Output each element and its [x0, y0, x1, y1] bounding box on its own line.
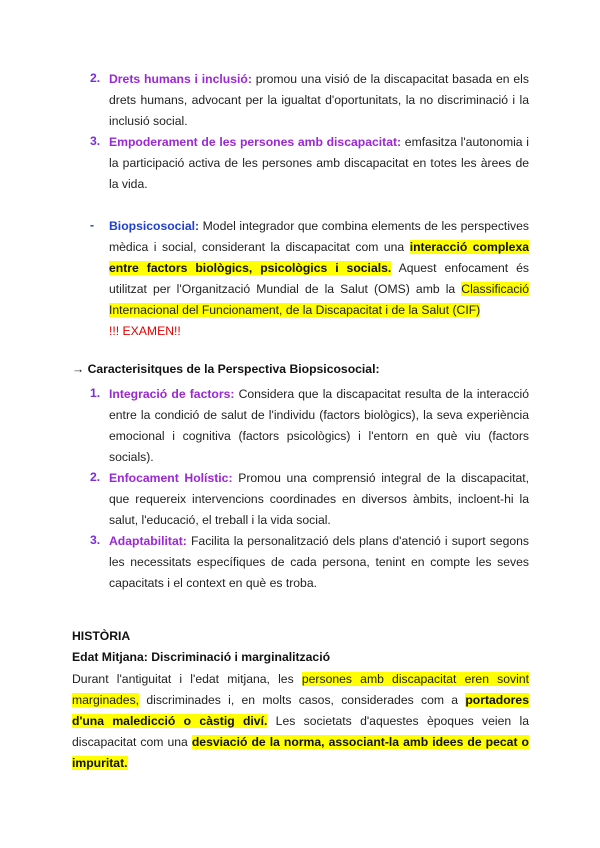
history-heading: HISTÒRIA: [72, 629, 131, 643]
section-heading: → Caracterisitques de la Perspectiva Biopsicosocial:: [72, 362, 380, 376]
list-item-human-rights: [109, 69, 529, 132]
list-number: 3.: [90, 134, 101, 148]
paragraph-text: Model integrador que combina elements de les perspectives mèdica i social, considerant la discapacitat com una: [109, 219, 529, 254]
list-item-integration: [109, 384, 529, 468]
list-number: 3.: [90, 533, 101, 547]
highlighted-text: portadores d'una maledicció o càstig diví.: [72, 693, 529, 728]
list-item-holistic: [109, 468, 529, 531]
exam-note: !!! EXAMEN!!: [109, 324, 181, 338]
list-item-title: Adaptabilitat:: [109, 534, 187, 548]
list-item-title: Empoderament de les persones amb discapacitat:: [109, 135, 402, 149]
list-item-adaptability: [109, 531, 529, 594]
list-item-text: Considera que la discapacitat resulta de la interacció entre la condició de salut de l'individu (factors biològics), la seva experiència emocional i cognitiva (factors psicològics) i l'entorn en què viu (factors socials).: [109, 387, 530, 464]
list-item-title: Integració de factors:: [109, 387, 235, 401]
list-item-text: emfasitza l'autonomia i la participació activa de les persones amb discapacitat en totes les àrees de la vida.: [109, 135, 529, 191]
list-number: 1.: [90, 386, 101, 400]
list-item-empowerment: [109, 132, 529, 195]
list-item-text: Facilita la personalització dels plans d'atenció i suport segons les necessitats específiques de cada persona, tenint en compte les seves capacitats i el context en què es troba.: [109, 534, 529, 590]
history-subheading: Edat Mitjana: Discriminació i marginalització: [72, 650, 331, 664]
paragraph-text: Durant l'antiguitat i l'edat mitjana, les: [72, 672, 302, 686]
highlighted-text: desviació de la norma, associant-la amb idees de pecat o impuritat.: [72, 735, 529, 770]
highlighted-text: Classificació Internacional del Funcionament, de la Discapacitat i de la Salut (CIF): [109, 282, 529, 317]
list-item-title: Drets humans i inclusió:: [109, 72, 252, 86]
biopsicosocial-title: Biopsicosocial:: [109, 219, 200, 233]
list-number: 2.: [90, 71, 101, 85]
bullet-dash: -: [90, 218, 95, 232]
list-item-title: Enfocament Holístic:: [109, 471, 233, 485]
paragraph-text: Les societats d'aquestes èpoques veien la discapacitat com una: [72, 714, 529, 749]
highlighted-text: interacció complexa entre factors biològics, psicològics i socials.: [109, 240, 529, 275]
history-paragraph: [72, 669, 529, 774]
list-item-text: promou una visió de la discapacitat basada en els drets humans, advocant per la igualtat d'oportunitats, la no discriminació i la inclusió social.: [109, 72, 529, 128]
list-item-text: Promou una comprensió integral de la discapacitat, que requereix intervencions coordinades en diversos àmbits, incloent-hi la salut, l'educació, el treball i la vida social.: [109, 471, 530, 527]
biopsicosocial-paragraph: [109, 216, 529, 342]
list-number: 2.: [90, 470, 101, 484]
paragraph-text: Aquest enfocament és utilitzat per l'Organització Mundial de la Salut (OMS) amb la: [109, 261, 529, 296]
paragraph-text: discriminades i, en molts casos, considerades com a: [139, 693, 466, 707]
highlighted-text: persones amb discapacitat eren sovint marginades,: [72, 672, 529, 707]
